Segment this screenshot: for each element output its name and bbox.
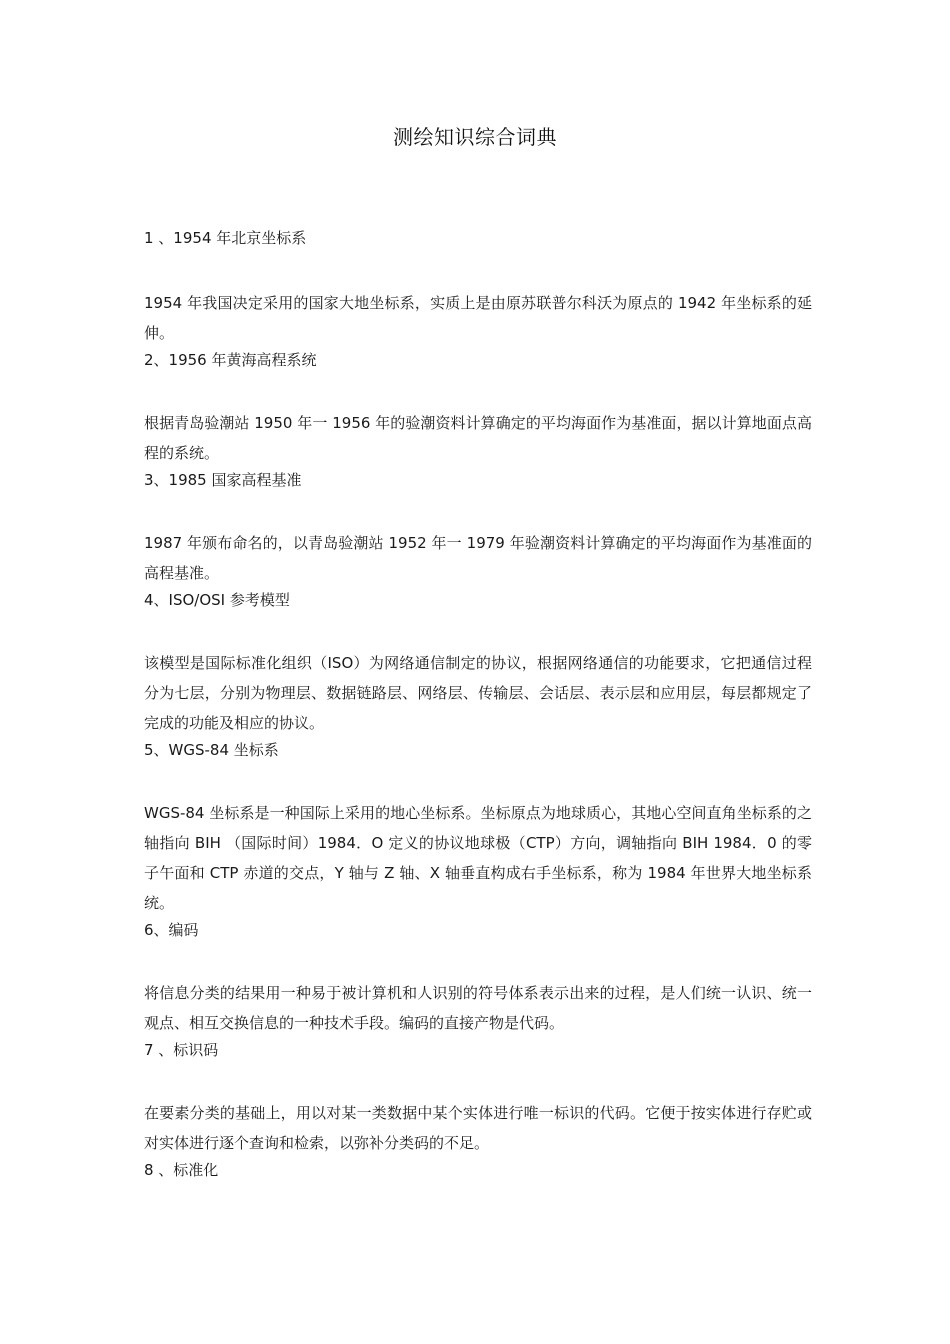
entry-3 [144,468,812,588]
entry-heading: 1 、1954 年北京坐标系 [144,229,307,247]
entry-2 [144,348,812,468]
entry-heading: 8 、标准化 [144,1161,219,1179]
entry-heading: 6、编码 [144,921,199,939]
entry-body: 根据青岛验潮站 1950 年一 1956 年的验潮资料计算确定的平均海面作为基准面，据以计算地面点高程的系统。 [144,414,812,462]
document-title: 测绘知识综合词典 [393,125,557,149]
entry-heading: 7 、标识码 [144,1041,219,1059]
entry-1 [144,226,812,348]
document-content [144,226,812,1218]
entry-6 [144,918,812,1038]
entry-body: 1954 年我国决定采用的国家大地坐标系，实质上是由原苏联普尔科沃为原点的 1942 年坐标系的延伸。 [144,294,812,342]
entry-heading: 2、1956 年黄海高程系统 [144,351,317,369]
entry-5 [144,738,812,918]
entry-heading: 4、ISO/OSI 参考模型 [144,591,290,609]
entry-8 [144,1158,812,1182]
entry-body: 该模型是国际标准化组织（ISO）为网络通信制定的协议，根据网络通信的功能要求，它把通信过程分为七层，分别为物理层、数据链路层、网络层、传输层、会话层、表示层和应用层，每层都规定了完成的功能及相应的协议。 [144,654,812,732]
entry-body: WGS-84 坐标系是一种国际上采用的地心坐标系。坐标原点为地球质心，其地心空间直角坐标系的之轴指向 BIH （国际时间）1984．O 定义的协议地球极（CTP）方向，调轴指向 BIH 1984．0 的零子午面和 CTP 赤道的交点，Y 轴与 Z 轴、X 轴垂直构成右手坐标系，称为 1984 年世界大地坐标系统。 [144,804,812,912]
entry-body: 将信息分类的结果用一种易于被计算机和人识别的符号体系表示出来的过程，是人们统一认识、统一观点、相互交换信息的一种技术手段。编码的直接产物是代码。 [144,984,812,1032]
entry-heading: 3、1985 国家高程基准 [144,471,302,489]
entry-7 [144,1038,812,1158]
entry-body: 1987 年颁布命名的，以青岛验潮站 1952 年一 1979 年验潮资料计算确定的平均海面作为基准面的高程基准。 [144,534,812,582]
entry-heading: 5、WGS-84 坐标系 [144,741,279,759]
entry-body: 在要素分类的基础上，用以对某一类数据中某个实体进行唯一标识的代码。它便于按实体进行存贮或对实体进行逐个查询和检索，以弥补分类码的不足。 [144,1104,812,1152]
entry-4 [144,588,812,738]
